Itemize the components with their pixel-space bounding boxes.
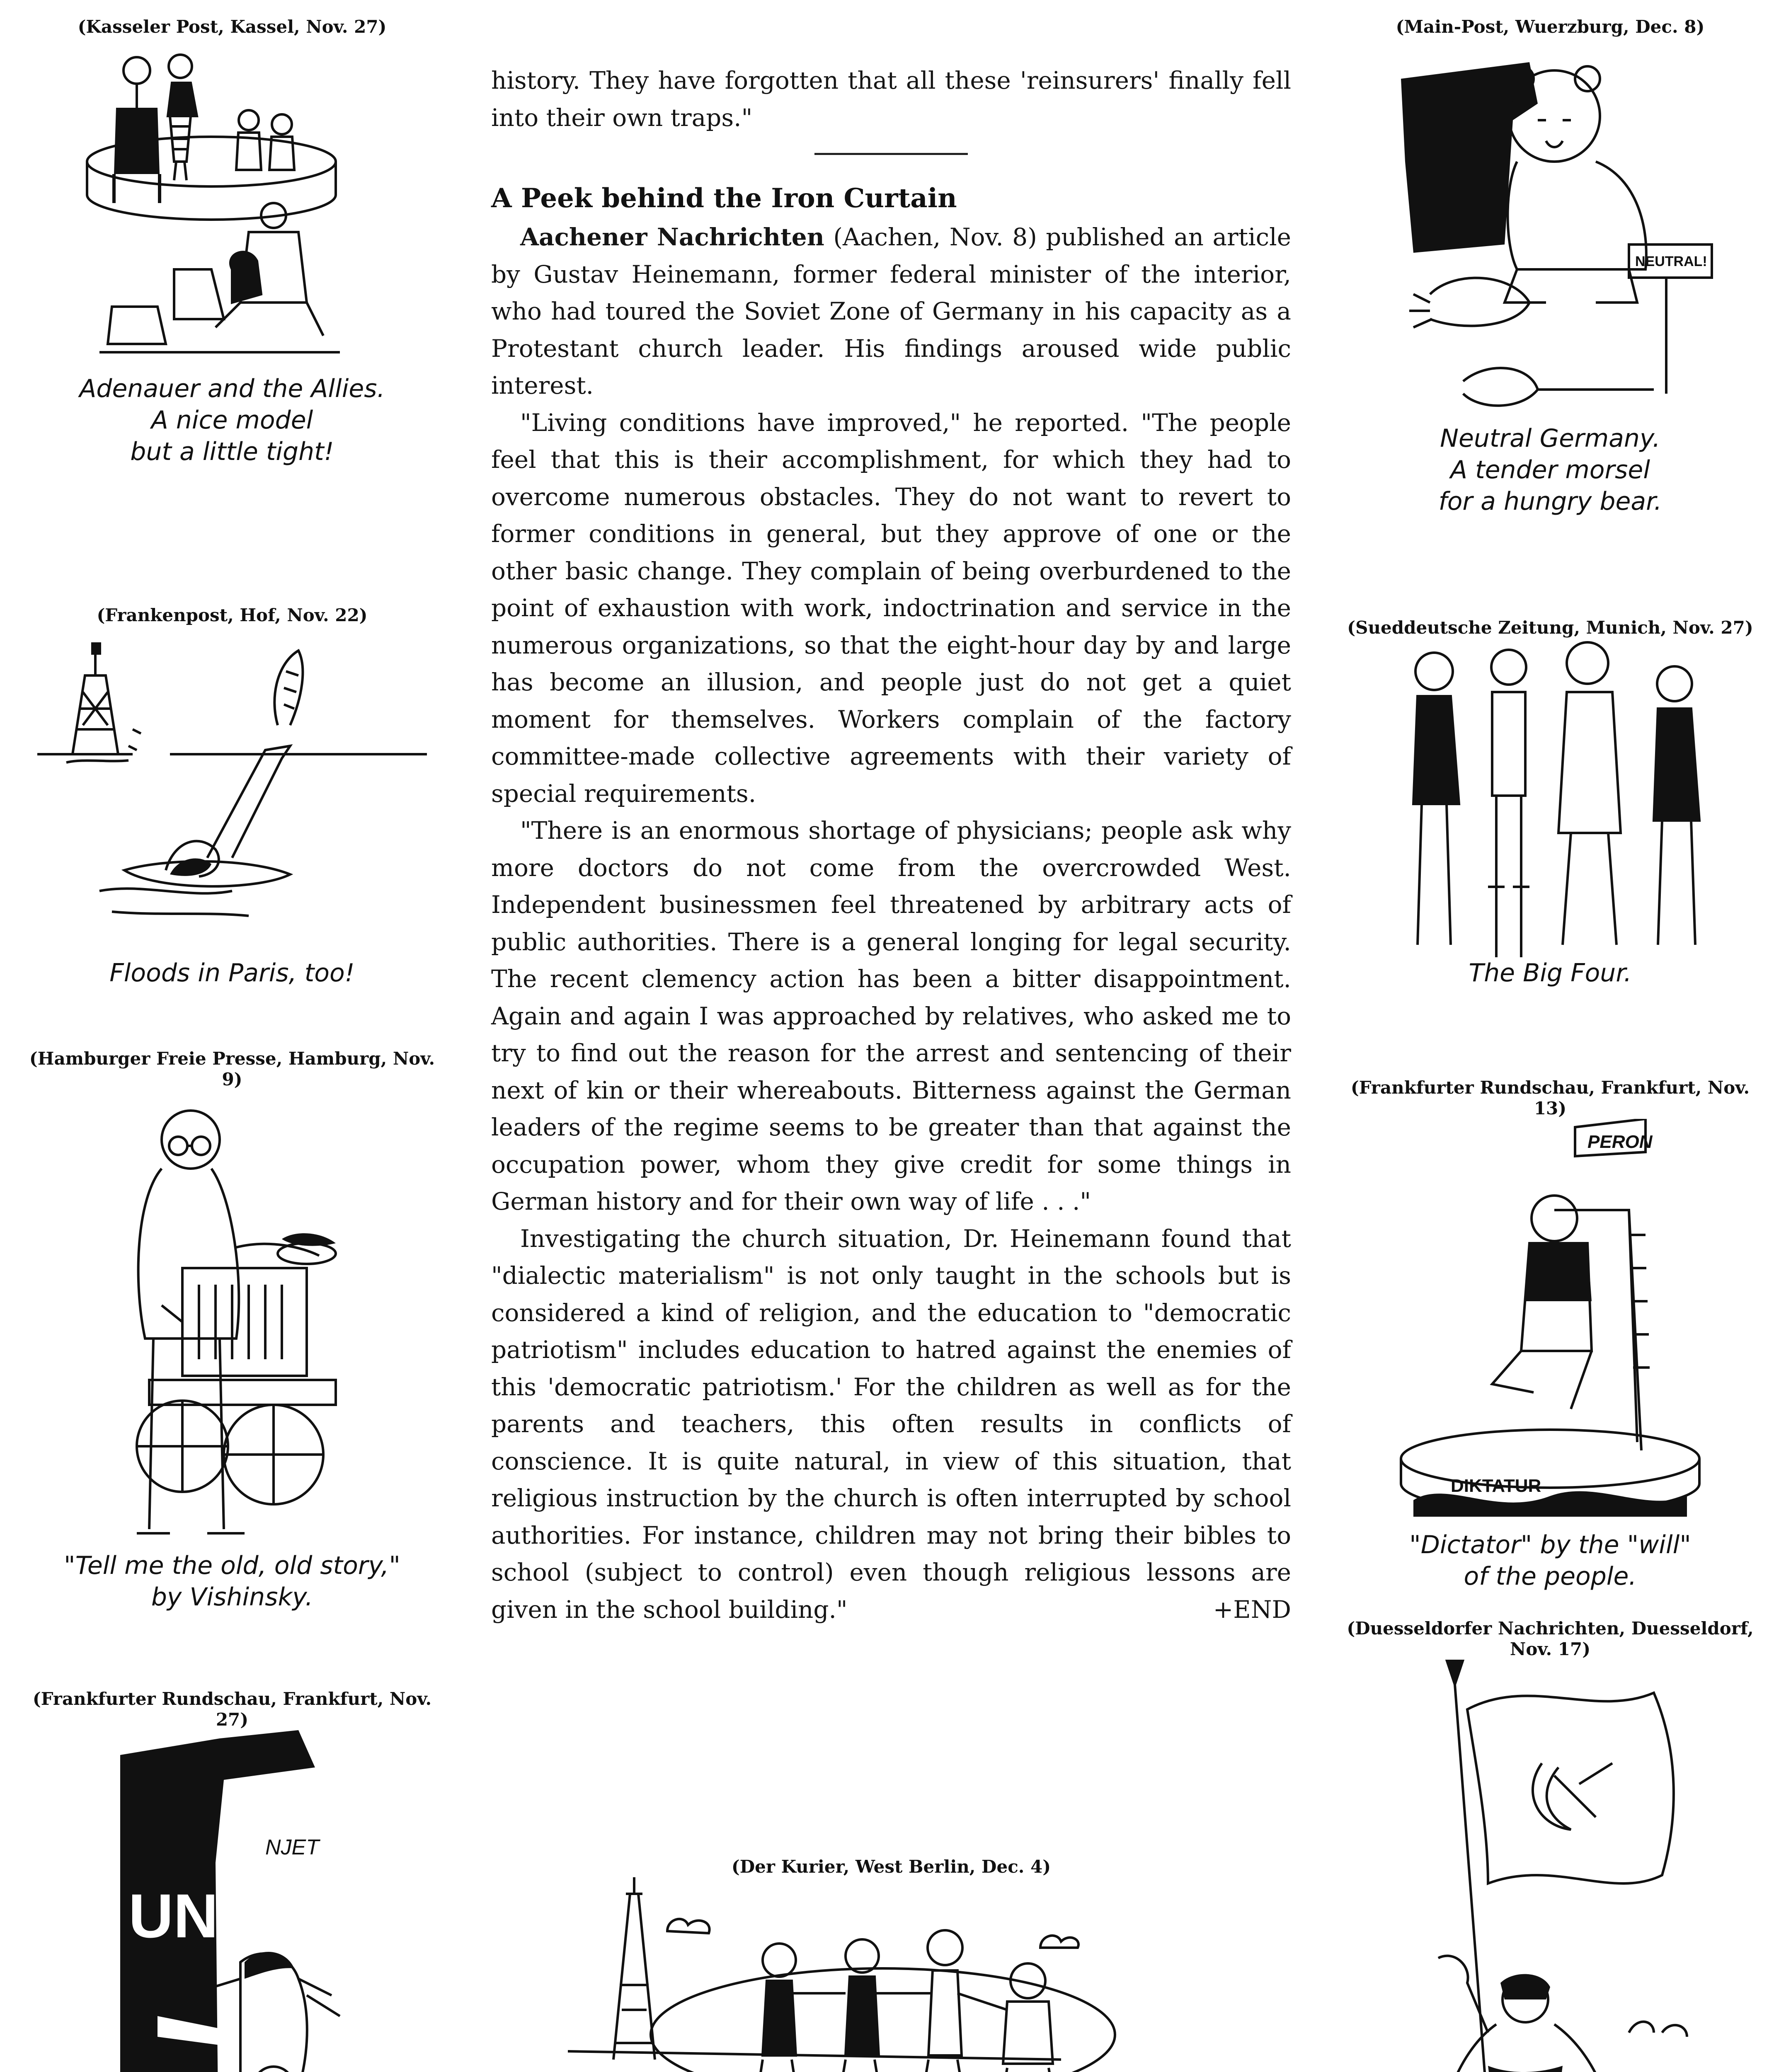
cartoon-panel: [12, 1048, 452, 1613]
cartoon-big-four-pose: [543, 1877, 1239, 2072]
article-paragraph: "Living conditions have improved," he reported. "The people feel that this is their accomplishment, for which they had to overcome numerous obstacles. They do not want to revert to former conditions in general, but they approve of one or the other basic change. They complain of being overburdened to the point of exhaustion with work, indoctrination and service in the numerous organizations, so that the eight-hour day by and large has become an illusion, and people just do not get a quiet moment for themselves. Workers complain of the factory committee-made collective agreements with their variety of special requirements.: [491, 408, 1291, 808]
article-paragraph: "There is an enormous shortage of physicians; people ask why more doctors do not come from the overcrowded West. Independent businessmen feel threatened by arbitrary acts of public authorities. There is a general longing for legal security. The recent clemency action has been a bitter disappointment. Again and again I was approached by relatives, who asked me to try to find out the reason for the arrest and sentencing of their next of kin or their whereabouts. Bitterness against the German leaders of the regime seems to be greater than that against the occupation power, whom they give credit for some things in German history and for their own way of life . . .": [491, 816, 1291, 1215]
diktatur-label: DIKTATUR: [1451, 1476, 1541, 1496]
cartoon-source: (Hamburger Freie Presse, Hamburg, Nov. 9): [29, 1048, 435, 1089]
cartoon-caption: [12, 1550, 452, 1613]
cartoon-woodpecker: [83, 1730, 381, 2072]
cartoon-dictator-throne: [1397, 1119, 1704, 1529]
cartoon-banner-prophet: [1364, 1660, 1737, 2072]
cartoon-source: (Frankenpost, Hof, Nov. 22): [97, 605, 368, 625]
caption-line: Adenauer and the Allies.: [79, 374, 385, 403]
bird-speech: NJET: [265, 1835, 319, 1859]
article-paragraph: [491, 219, 1291, 404]
cartoon-panel: [1337, 617, 1764, 989]
article: [491, 62, 1291, 1628]
peron-banner: PERON: [1587, 1132, 1653, 1152]
cartoon-source: (Frankfurter Rundschau, Frankfurt, Nov. 13): [1350, 1077, 1750, 1118]
neutral-sign: NEUTRAL!: [1635, 254, 1707, 269]
cartoon-panel: [1337, 1618, 1764, 2072]
caption-line: Neutral Germany.: [1440, 424, 1660, 453]
caption-line: A nice model: [151, 406, 313, 435]
cartoon-bear-neutral: [1380, 37, 1720, 423]
cartoon-source: (Kasseler Post, Kassel, Nov. 27): [78, 17, 387, 37]
cartoon-panel: [12, 605, 452, 989]
end-mark: +END: [1213, 1595, 1291, 1624]
paragraph-text: (Aachen, Nov. 8) published an article by Gustav Heinemann, former federal minister of the interior, who had toured the Soviet Zone of Germany in his capacity as a Protestant church leader. His findings aroused wide public interest.: [491, 223, 1291, 399]
caption-line: for a hungry bear.: [1438, 487, 1662, 516]
caption-line: "Dictator" by the "will": [1409, 1530, 1691, 1559]
cartoon-panel: [12, 17, 452, 467]
caption-line: "Tell me the old, old story,": [64, 1551, 400, 1580]
caption-line: The Big Four.: [1469, 959, 1632, 988]
cartoon-caption: [12, 373, 452, 467]
cartoon-panel: [491, 1857, 1291, 2072]
cartoon-panel: [12, 1689, 452, 2072]
cartoon-caption: [1337, 957, 1764, 989]
cartoon-source: (Duesseldorfer Nachrichten, Duesseldorf, Nov. 17): [1347, 1618, 1754, 1659]
article-paragraph: [491, 1220, 1291, 1629]
caption-line: but a little tight!: [130, 437, 334, 466]
cartoon-source: (Der Kurier, West Berlin, Dec. 4): [731, 1857, 1051, 1877]
section-divider: [814, 153, 968, 155]
paragraph-text: Investigating the church situation, Dr. Heinemann found that "dialectic materialism" is not only taught in the schools but is considered a kind of religion, and the education to "democratic patriotism" includes education to hatred against the enemies of this 'democratic patriotism.' For the children as well as for the parents and teachers, this often results in conflicts of conscience. It is quite natural, in view of this situation, that religious instruction by the church is often interrupted by school authorities. For instance, children may not bring their bibles to school (subject to control) even though religious lessons are given in the school building.": [491, 1224, 1291, 1624]
cartoon-source: (Frankfurter Rundschau, Frankfurt, Nov. 27): [32, 1689, 432, 1730]
cartoon-caption: [1337, 423, 1764, 517]
article-heading: A Peek behind the Iron Curtain: [491, 183, 957, 214]
cartoon-big-four-stilts: [1376, 638, 1724, 957]
article-continuation: history. They have forgotten that all these 'reinsurers' finally fell into their own traps.": [491, 66, 1291, 132]
cartoon-caption: [1337, 1529, 1764, 1592]
publication-name: Aachener Nachrichten: [520, 223, 824, 251]
caption-line: of the people.: [1464, 1562, 1637, 1591]
cartoon-panel: [1337, 17, 1764, 517]
cartoon-floods-paris: [33, 626, 431, 957]
cartoon-panel: [1337, 1077, 1764, 1592]
caption-line: A tender morsel: [1450, 455, 1650, 484]
cartoon-source: (Sueddeutsche Zeitung, Munich, Nov. 27): [1347, 617, 1753, 638]
cartoon-source: (Main-Post, Wuerzburg, Dec. 8): [1396, 17, 1705, 37]
tree-label: UN: [128, 1881, 218, 1951]
cartoon-adenauer-model: [75, 37, 390, 373]
cartoon-caption: [12, 957, 452, 989]
caption-line: by Vishinsky.: [151, 1583, 313, 1612]
cartoon-organ-grinder: [87, 1090, 377, 1550]
caption-line: Floods in Paris, too!: [109, 959, 355, 988]
